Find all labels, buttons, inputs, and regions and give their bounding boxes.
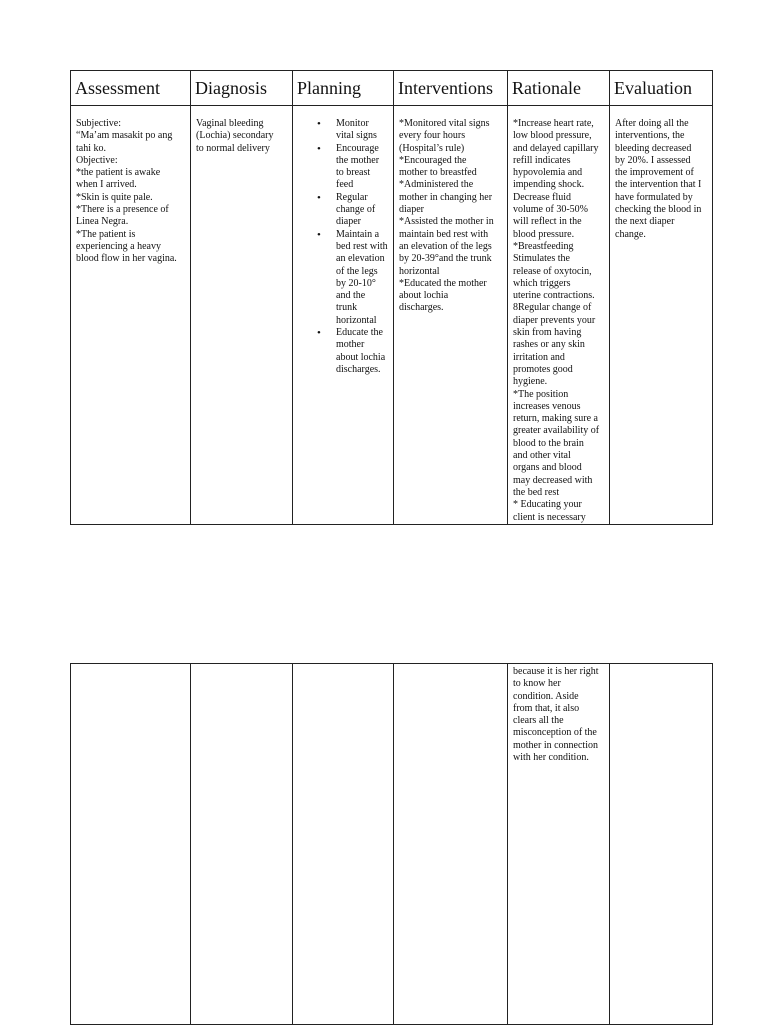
continued-interventions-cell	[394, 664, 508, 1025]
header-diagnosis: Diagnosis	[191, 71, 293, 106]
rationale-line: greater availability of	[513, 425, 600, 437]
rationale-line: and other vital	[513, 450, 571, 462]
planning-line: the mother	[336, 154, 380, 166]
evaluation-line: the next diaper	[615, 216, 675, 228]
continued-rationale-line: because it is her right	[513, 666, 599, 677]
assessment-line: blood flow in her vagina.	[76, 253, 177, 265]
continued-assessment-cell	[71, 664, 191, 1025]
rationale-line: volume of 30-50%	[513, 204, 588, 216]
rationale-line: diaper prevents your	[513, 314, 596, 326]
care-plan-table	[70, 70, 713, 525]
continued-planning-cell	[293, 664, 394, 1025]
rationale-line: and delayed capillary	[513, 142, 599, 154]
evaluation-line: the improvement of	[615, 167, 694, 179]
rationale-line: hypovolemia and	[513, 167, 583, 179]
planning-line: feed	[336, 179, 354, 191]
planning-line: of the legs	[336, 265, 378, 277]
planning-line: • Encourage	[336, 142, 379, 154]
rationale-line: uterine contractions.	[513, 290, 595, 302]
planning-line: diaper	[336, 216, 361, 228]
interventions-line: mother in changing her	[399, 191, 493, 203]
rationale-line: the bed rest	[513, 486, 560, 498]
rationale-line: *The position	[513, 388, 569, 400]
interventions-line: horizontal	[399, 265, 440, 277]
rationale-line: blood to the brain	[513, 437, 584, 449]
interventions-cell	[394, 106, 508, 525]
interventions-line: every four hours	[399, 130, 466, 142]
planning-item	[336, 192, 389, 229]
interventions-line: diaper	[399, 204, 424, 216]
planning-item	[336, 327, 389, 376]
rationale-line: which triggers	[513, 277, 571, 289]
content-row	[71, 106, 713, 525]
planning-line: trunk	[336, 302, 358, 314]
interventions-line: an elevation of the legs	[399, 240, 492, 252]
rationale-line: low blood pressure,	[513, 130, 592, 142]
planning-line: by 20-10°	[336, 277, 376, 289]
planning-line: an elevation	[336, 253, 385, 265]
interventions-line: *Administered the	[399, 179, 474, 191]
assessment-line: “Ma’am masakit po ang	[76, 130, 173, 142]
header-planning: Planning	[293, 71, 394, 106]
planning-item	[336, 229, 389, 327]
diagnosis-line: (Lochia) secondary	[196, 130, 274, 142]
evaluation-line: bleeding decreased	[615, 142, 692, 154]
rationale-line: may decreased with	[513, 474, 593, 486]
interventions-line: by 20-39°and the trunk	[399, 253, 492, 265]
diagnosis-cell	[191, 106, 293, 525]
diagnosis-line: Vaginal bleeding	[196, 118, 264, 129]
planning-item	[336, 118, 389, 143]
assessment-line: tahi ko.	[76, 142, 106, 154]
rationale-line: organs and blood	[513, 462, 582, 474]
interventions-line: *Monitored vital signs	[399, 118, 490, 129]
planning-line: to breast	[336, 167, 371, 179]
planning-line: horizontal	[336, 314, 377, 326]
header-evaluation: Evaluation	[610, 71, 713, 106]
assessment-line: when I arrived.	[76, 179, 137, 191]
assessment-line: *the patient is awake	[76, 167, 161, 179]
assessment-line: experiencing a heavy	[76, 240, 161, 252]
header-assessment: Assessment	[71, 71, 191, 106]
interventions-line: maintain bed rest with	[399, 228, 489, 240]
planning-line: and the	[336, 290, 366, 302]
interventions-line: discharges.	[399, 302, 444, 314]
rationale-line: irritation and	[513, 351, 565, 363]
interventions-line: *Educated the mother	[399, 277, 487, 289]
continued-rationale-line: mother in connection	[513, 739, 598, 751]
assessment-cell	[71, 106, 191, 525]
rationale-line: increases venous	[513, 400, 581, 412]
planning-line: mother	[336, 339, 365, 351]
interventions-line: (Hospital’s rule)	[399, 142, 465, 154]
planning-item	[336, 143, 389, 192]
header-row	[71, 71, 713, 106]
rationale-line: refill indicates	[513, 154, 571, 166]
continued-evaluation-cell	[610, 664, 713, 1025]
care-plan-table-continued	[70, 663, 713, 1025]
header-interventions: Interventions	[394, 71, 508, 106]
evaluation-cell	[610, 106, 713, 525]
evaluation-line: change.	[615, 228, 646, 240]
planning-line: • Maintain a	[336, 228, 380, 240]
assessment-line: Objective:	[76, 154, 118, 166]
header-rationale: Rationale	[508, 71, 610, 106]
rationale-line: * Educating your	[513, 499, 582, 511]
evaluation-line: the intervention that I	[615, 179, 702, 191]
continued-rationale-line: to know her	[513, 678, 561, 690]
assessment-line: *Skin is quite pale.	[76, 191, 153, 203]
interventions-line: about lochia	[399, 290, 449, 302]
rationale-line: *Increase heart rate,	[513, 118, 594, 129]
rationale-line: blood pressure.	[513, 228, 575, 240]
assessment-line: Subjective:	[76, 118, 121, 129]
assessment-line: *There is a presence of	[76, 204, 169, 216]
evaluation-line: checking the blood in	[615, 204, 702, 216]
rationale-line: return, making sure a	[513, 413, 598, 425]
rationale-line: Stimulates the	[513, 253, 570, 265]
interventions-line: *Assisted the mother in	[399, 216, 494, 228]
continued-rationale-cell	[508, 664, 610, 1025]
evaluation-line: interventions, the	[615, 130, 685, 142]
rationale-line: 8Regular change of	[513, 302, 592, 314]
diagnosis-line: to normal delivery	[196, 142, 270, 154]
evaluation-line: by 20%. I assessed	[615, 154, 691, 166]
interventions-line: *Encouraged the	[399, 154, 467, 166]
evaluation-line: After doing all the	[615, 118, 689, 129]
interventions-line: mother to breastfed	[399, 167, 477, 179]
rationale-line: impending shock.	[513, 179, 585, 191]
rationale-line: skin from having	[513, 327, 582, 339]
planning-line: discharges.	[336, 363, 381, 375]
planning-line: • Regular	[336, 191, 368, 203]
continued-rationale-line: from that, it also	[513, 702, 580, 714]
rationale-line: will reflect in the	[513, 216, 582, 228]
rationale-line: rashes or any skin	[513, 339, 585, 351]
planning-line: vital signs	[336, 130, 377, 142]
planning-line: • Educate the	[336, 327, 383, 339]
rationale-cell	[508, 106, 610, 525]
rationale-line: *Breastfeeding	[513, 240, 574, 252]
rationale-line: release of oxytocin,	[513, 265, 592, 277]
rationale-line: promotes good	[513, 363, 573, 375]
continued-rationale-line: clears all the	[513, 715, 564, 727]
continued-row	[71, 664, 713, 1025]
evaluation-line: have formulated by	[615, 191, 693, 203]
assessment-line: *The patient is	[76, 228, 136, 240]
rationale-line: client is necessary	[513, 511, 586, 523]
planning-line: • Monitor	[336, 118, 369, 129]
continued-rationale-line: condition. Aside	[513, 690, 579, 702]
continued-rationale-line: with her condition.	[513, 752, 589, 764]
rationale-line: hygiene.	[513, 376, 548, 388]
planning-list	[298, 118, 389, 376]
rationale-line: Decrease fluid	[513, 191, 572, 203]
planning-line: about lochia	[336, 351, 386, 363]
planning-line: bed rest with	[336, 240, 388, 252]
continued-diagnosis-cell	[191, 664, 293, 1025]
planning-cell	[293, 106, 394, 525]
continued-rationale-line: misconception of the	[513, 727, 597, 739]
planning-line: change of	[336, 204, 376, 216]
assessment-line: Linea Negra.	[76, 216, 129, 228]
